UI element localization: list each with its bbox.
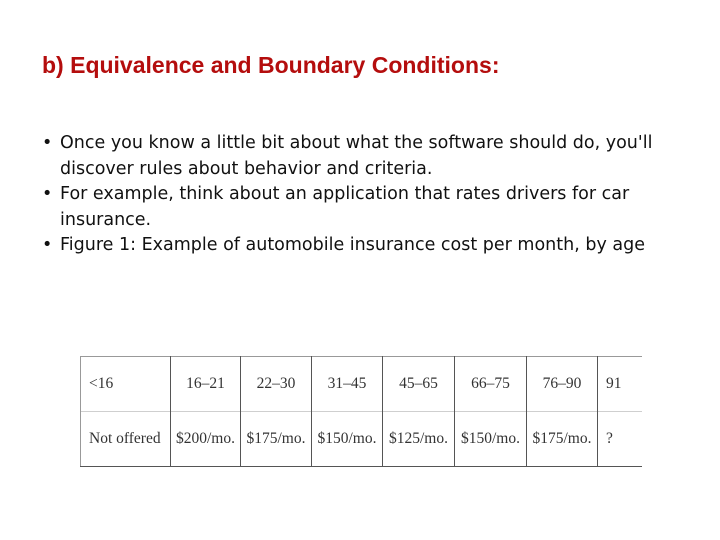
slide-title: b) Equivalence and Boundary Conditions:: [42, 52, 500, 78]
cost-cell: $125/mo.: [383, 412, 455, 467]
age-cell: 76–90: [527, 357, 598, 412]
age-cell: 66–75: [455, 357, 527, 412]
cost-cell: Not offered: [81, 412, 171, 467]
bullet-text: Once you know a little bit about what the software should do, you'll discover rules about behavior and criteria.: [60, 133, 653, 179]
bullet-list: [42, 131, 682, 259]
bullet-marker: •: [42, 235, 53, 255]
cost-row: [81, 412, 643, 467]
bullet-item: [42, 131, 682, 182]
bullet-text: For example, think about an application that rates drivers for car insurance.: [60, 184, 630, 230]
bullet-text: Figure 1: Example of automobile insurance cost per month, by age: [60, 235, 645, 255]
bullet-item: [42, 182, 682, 233]
age-cell: 91: [598, 357, 643, 412]
cost-cell: $175/mo.: [527, 412, 598, 467]
bullet-marker: •: [42, 133, 53, 153]
cost-cell: $200/mo.: [171, 412, 241, 467]
cost-cell: $175/mo.: [241, 412, 312, 467]
insurance-cost-table: [80, 356, 642, 467]
age-cell: 22–30: [241, 357, 312, 412]
age-cell: 16–21: [171, 357, 241, 412]
cost-cell: ?: [598, 412, 643, 467]
cost-cell: $150/mo.: [312, 412, 383, 467]
age-cell: <16: [81, 357, 171, 412]
cost-cell: $150/mo.: [455, 412, 527, 467]
age-row: [81, 357, 643, 412]
age-cell: 31–45: [312, 357, 383, 412]
insurance-cost-figure: [80, 356, 642, 467]
bullet-marker: •: [42, 184, 53, 204]
bullet-item: [42, 233, 682, 259]
age-cell: 45–65: [383, 357, 455, 412]
